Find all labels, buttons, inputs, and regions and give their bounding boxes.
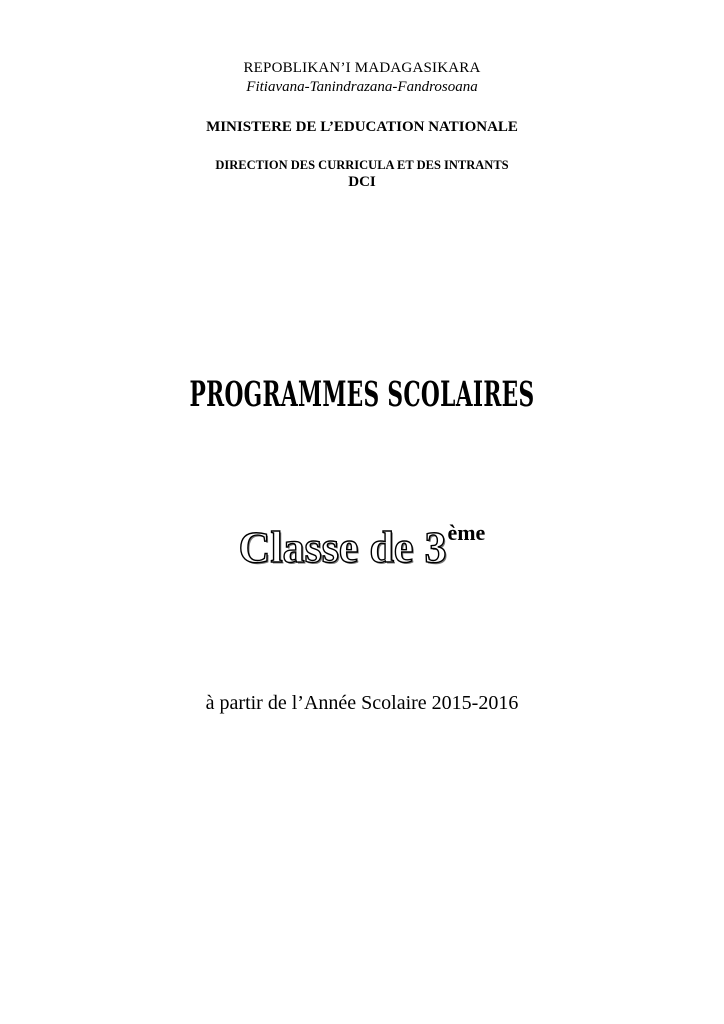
national-motto: Fitiavana-Tanindrazana-Fandrosoana xyxy=(246,79,478,95)
direction-acronym: DCI xyxy=(348,174,376,190)
direction-name: DIRECTION DES CURRICULA ET DES INTRANTS xyxy=(215,158,509,172)
class-superscript: ème xyxy=(447,520,486,546)
document-title: PROGRAMMES SCOLAIRES xyxy=(189,374,535,415)
class-title xyxy=(0,522,724,573)
republic-name: REPOBLIKAN’I MADAGASIKARA xyxy=(243,60,481,76)
ministry-name: MINISTERE DE L’EDUCATION NATIONALE xyxy=(206,119,518,135)
class-label: Classe de 3 xyxy=(238,523,447,572)
school-year: à partir de l’Année Scolaire 2015-2016 xyxy=(205,692,519,714)
